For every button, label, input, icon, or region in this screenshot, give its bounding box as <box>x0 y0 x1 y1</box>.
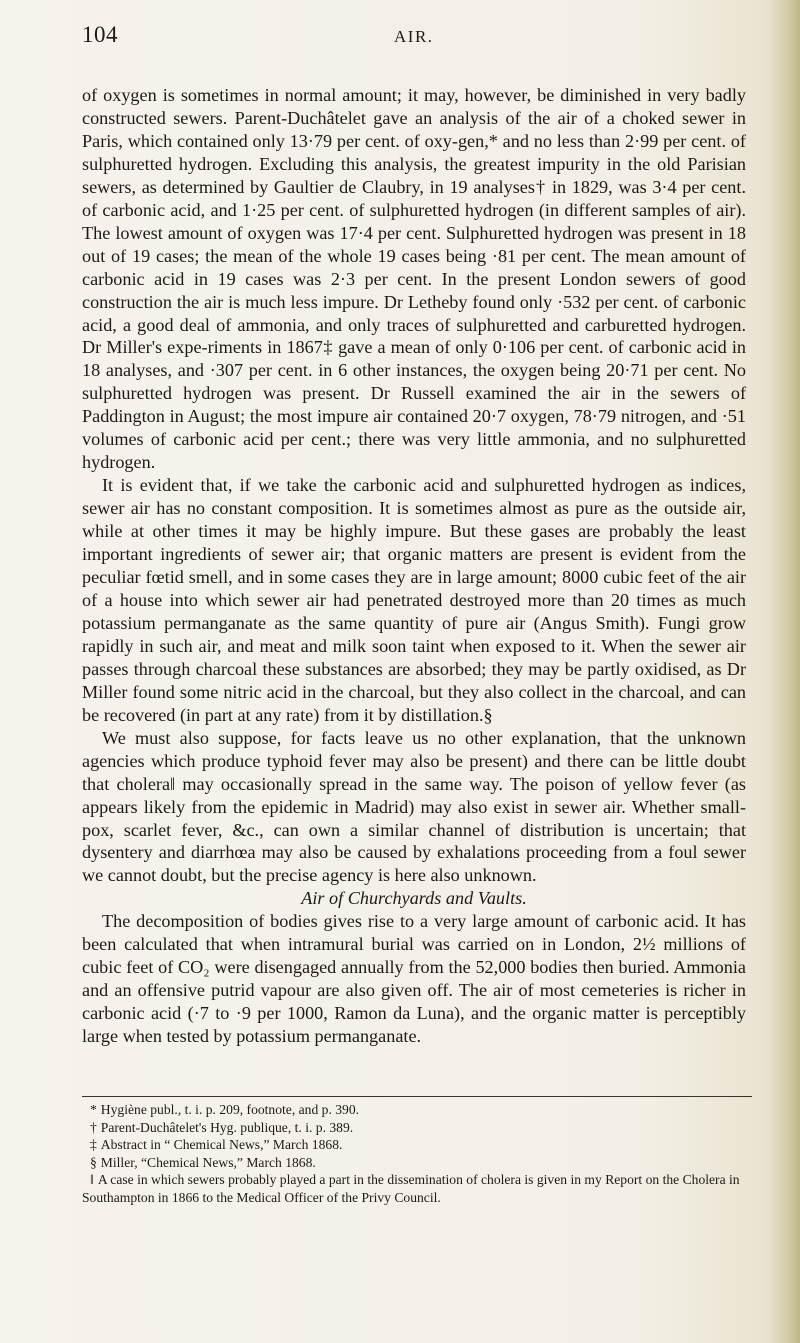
running-head: AIR. <box>394 27 434 46</box>
footnote <box>82 1171 748 1206</box>
body-text <box>82 84 746 1048</box>
footnote <box>82 1136 748 1154</box>
footnotes <box>82 1101 748 1207</box>
footnote-marker: ‡ <box>90 1137 97 1153</box>
footnote-marker: † <box>90 1119 97 1135</box>
footnote <box>82 1119 748 1137</box>
section-heading: Air of Churchyards and Vaults. <box>301 888 527 909</box>
footnote-rule <box>82 1096 752 1097</box>
paragraph-sewer-air-disease: We must also suppose, for facts leave us no other explanation, that the unknown agencies which produce typhoid fever may also be present) and there can be little doubt that cholera‖ may occasionally spread in the same way. The poison of yellow fever (as appears likely from the epidemic in Madrid) may also exist in sewer air. Whether small-pox, scarlet fever, &c., can own a similar channel of distribution is uncertain; that dysentery and diarrhœa may also be caused by exhalations proceeding from a foul sewer we cannot doubt, but the precise agency is here also unknown. <box>82 727 746 886</box>
paragraph-churchyard-air: The decomposition of bodies gives rise to a very large amount of carbonic acid. It has been calculated that when intramural burial was carried on in London, 2½ millions of cubic feet of CO₂ were disengaged annually from the 52,000 bodies then buried. Ammonia and an offensive putrid vapour are also given off. The air of most cemeteries is richer in carbonic acid (·7 to ·9 per 1000, Ramon da Luna), and the organic matter is perceptibly large when tested by potassium permanganate. <box>82 911 746 1047</box>
footnote-marker: * <box>90 1102 97 1117</box>
footnote-text: Parent-Duchâtelet's Hyg. publique, t. i. p. 389. <box>100 1119 354 1135</box>
footnote-marker: § <box>90 1154 97 1170</box>
page-header <box>82 22 742 58</box>
page-edge-shading <box>772 0 800 1343</box>
footnote-text: Hygiène publ., t. i. p. 209, footnote, and p. 390. <box>100 1102 360 1117</box>
footnote <box>82 1101 748 1119</box>
paragraph-sewer-air-composition: It is evident that, if we take the carbonic acid and sulphuretted hydrogen as indices, sewer air has no constant composition. It is sometimes almost as pure as the outside air, while at other times it may be highly impure. But these gases are probably the least important ingredients of sewer air; that organic matters are present is evident from the peculiar fœtid smell, and in some cases they are in large amount; 8000 cubic feet of the air of a house into which sewer air had penetrated destroyed more than 20 times as much potassium permanganate as the same quantity of pure air (Angus Smith). Fungi grow rapidly in such air, and meat and milk soon taint when exposed to it. When the sewer air passes through charcoal these substances are absorbed; they may be partly oxidised, as Dr Miller found some nitric acid in the charcoal, but they also collect in the charcoal, and can be recovered (in part at any rate) from it by distillation.§ <box>82 475 746 725</box>
paragraph-sewer-air-analysis: of oxygen is sometimes in normal amount; it may, however, be diminished in very badly constructed sewers. Parent-Duchâtelet gave an analysis of the air of a choked sewer in Paris, which contained only 13·79 per cent. of oxy-gen,* and no less than 2·99 per cent. of sulphuretted hydrogen. Excluding this analysis, the greatest impurity in the old Parisian sewers, as determined by Gaultier de Claubry, in 19 analyses† in 1829, was 3·4 per cent. of carbonic acid, and 1·25 per cent. of sulphuretted hydrogen (in different samples of air). The lowest amount of oxygen was 17·4 per cent. Sulphuretted hydrogen was present in 18 out of 19 cases; the mean of the whole 19 cases being ·81 per cent. The mean amount of carbonic acid in 19 cases was 2·3 per cent. In the present London sewers of good construction the air is much less impure. Dr Letheby found only ·532 per cent. of carbonic acid, a good deal of ammonia, and only traces of sulphuretted and carburetted hydrogen. Dr Miller's expe-riments in 1867‡ gave a mean of only 0·106 per cent. of carbonic acid in 18 analyses, and ·307 per cent. in 6 other instances, the oxygen being 20·71 per cent. No sulphuretted hydrogen was present. Dr Russell examined the air in the sewers of Paddington in August; the most impure air contained 20·7 oxygen, 78·79 nitrogen, and ·51 volumes of carbonic acid per cent.; there was very little ammonia, and no sulphuretted hydrogen. <box>82 85 746 473</box>
footnote-text: Miller, “Chemical News,” March 1868. <box>100 1154 316 1170</box>
footnote-text: A case in which sewers probably played a part in the dissemination of cholera is given in my Report on the Cholera in Southampton in 1866 to the Medical Officer of the Privy Council. <box>82 1172 740 1205</box>
footnote-marker: ‖ <box>90 1172 94 1188</box>
footnote-text: Abstract in “ Chemical News,” March 1868. <box>100 1137 343 1153</box>
footnote <box>82 1154 748 1172</box>
page-number: 104 <box>82 22 118 47</box>
